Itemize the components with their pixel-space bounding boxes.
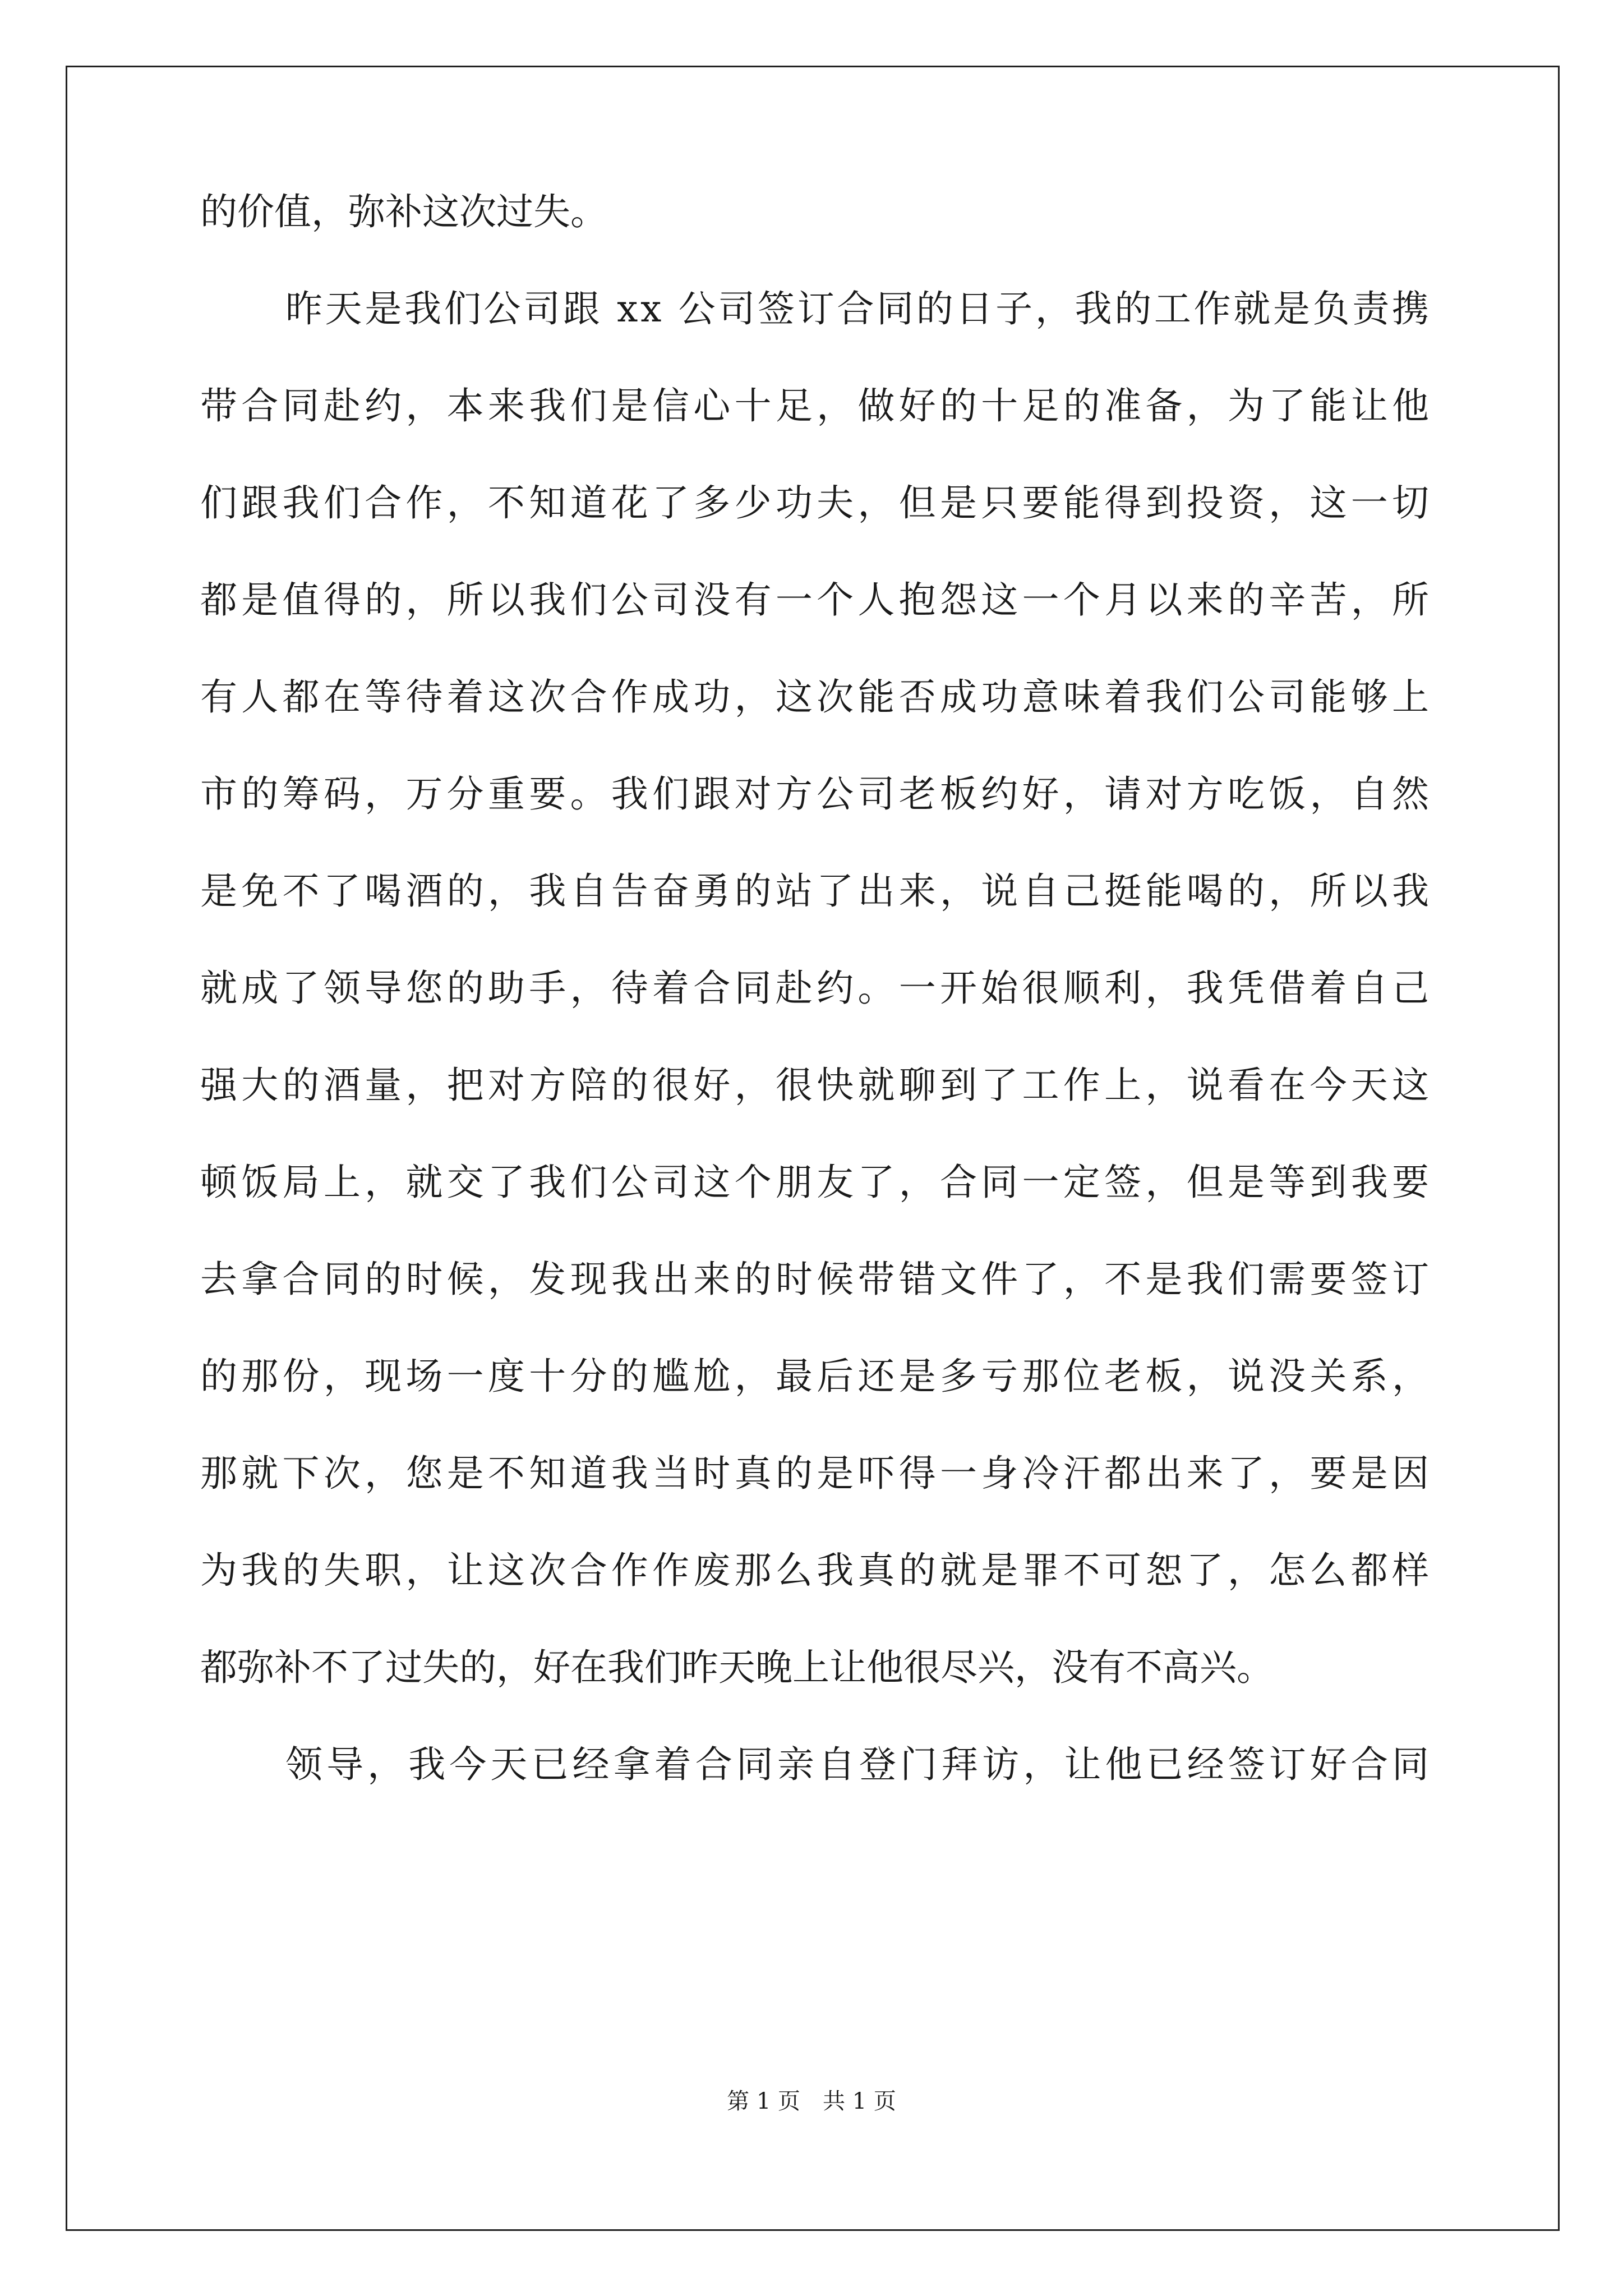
text-line bbox=[0, 567, 1623, 634]
text-line bbox=[0, 1537, 1623, 1604]
text-line-content: 们跟我们合作，不知道花了多少功夫，但是只要能得到投资，这一切 bbox=[200, 481, 1433, 524]
text-line bbox=[0, 1731, 1623, 1798]
text-line-content: 有人都在等待着这次合作成功，这次能否成功意味着我们公司能够上 bbox=[200, 675, 1433, 719]
text-line bbox=[0, 372, 1623, 440]
text-line bbox=[0, 178, 1623, 246]
text-line-content: 就成了领导您的助手，待着合同赴约。一开始很顺利，我凭借着自己 bbox=[200, 967, 1433, 1010]
text-line-content: 都弥补不了过失的，好在我们昨天晚上让他很尽兴，没有不高兴。 bbox=[200, 1646, 1274, 1689]
text-line bbox=[0, 1052, 1623, 1119]
text-line bbox=[0, 664, 1623, 731]
text-line-content: 强大的酒量，把对方陪的很好，很快就聊到了工作上，说看在今天这 bbox=[200, 1064, 1433, 1107]
text-line bbox=[0, 761, 1623, 828]
text-line-content: 的价值，弥补这次过失。 bbox=[200, 190, 607, 233]
text-line bbox=[0, 1440, 1623, 1507]
text-line-content: 都是值得的，所以我们公司没有一个人抱怨这一个月以来的辛苦，所 bbox=[200, 578, 1433, 622]
text-line-content: 顿饭局上，就交了我们公司这个朋友了，合同一定签，但是等到我要 bbox=[200, 1161, 1433, 1204]
text-line-content: 是免不了喝酒的，我自告奋勇的站了出来，说自己挺能喝的，所以我 bbox=[200, 869, 1433, 913]
text-line-content: 那就下次，您是不知道我当时真的是吓得一身冷汗都出来了，要是因 bbox=[200, 1452, 1433, 1495]
text-line bbox=[0, 1634, 1623, 1701]
text-line bbox=[0, 858, 1623, 925]
text-line-content: 的那份，现场一度十分的尴尬，最后还是多亏那位老板，说没关系， bbox=[200, 1355, 1433, 1398]
text-line bbox=[0, 470, 1623, 537]
text-line-content: 领导，我今天已经拿着合同亲自登门拜访，让他已经签订好合同 bbox=[285, 1743, 1433, 1786]
text-line-content: 带合同赴约，本来我们是信心十足，做好的十足的准备，为了能让他 bbox=[200, 384, 1433, 427]
text-line bbox=[0, 275, 1623, 343]
text-line-content: 为我的失职，让这次合作作废那么我真的就是罪不可恕了，怎么都样 bbox=[200, 1549, 1433, 1592]
text-line bbox=[0, 1246, 1623, 1313]
text-line bbox=[0, 1149, 1623, 1216]
text-line bbox=[0, 1343, 1623, 1410]
text-line-content: 市的筹码，万分重要。我们跟对方公司老板约好，请对方吃饭，自然 bbox=[200, 772, 1433, 816]
text-line bbox=[0, 955, 1623, 1022]
page-footer: 第 1 页 共 1 页 bbox=[727, 2088, 896, 2114]
text-line-content: 昨天是我们公司跟 xx 公司签订合同的日子，我的工作就是负责携 bbox=[285, 287, 1432, 330]
text-line-content: 去拿合同的时候，发现我出来的时候带错文件了，不是我们需要签订 bbox=[200, 1258, 1433, 1301]
